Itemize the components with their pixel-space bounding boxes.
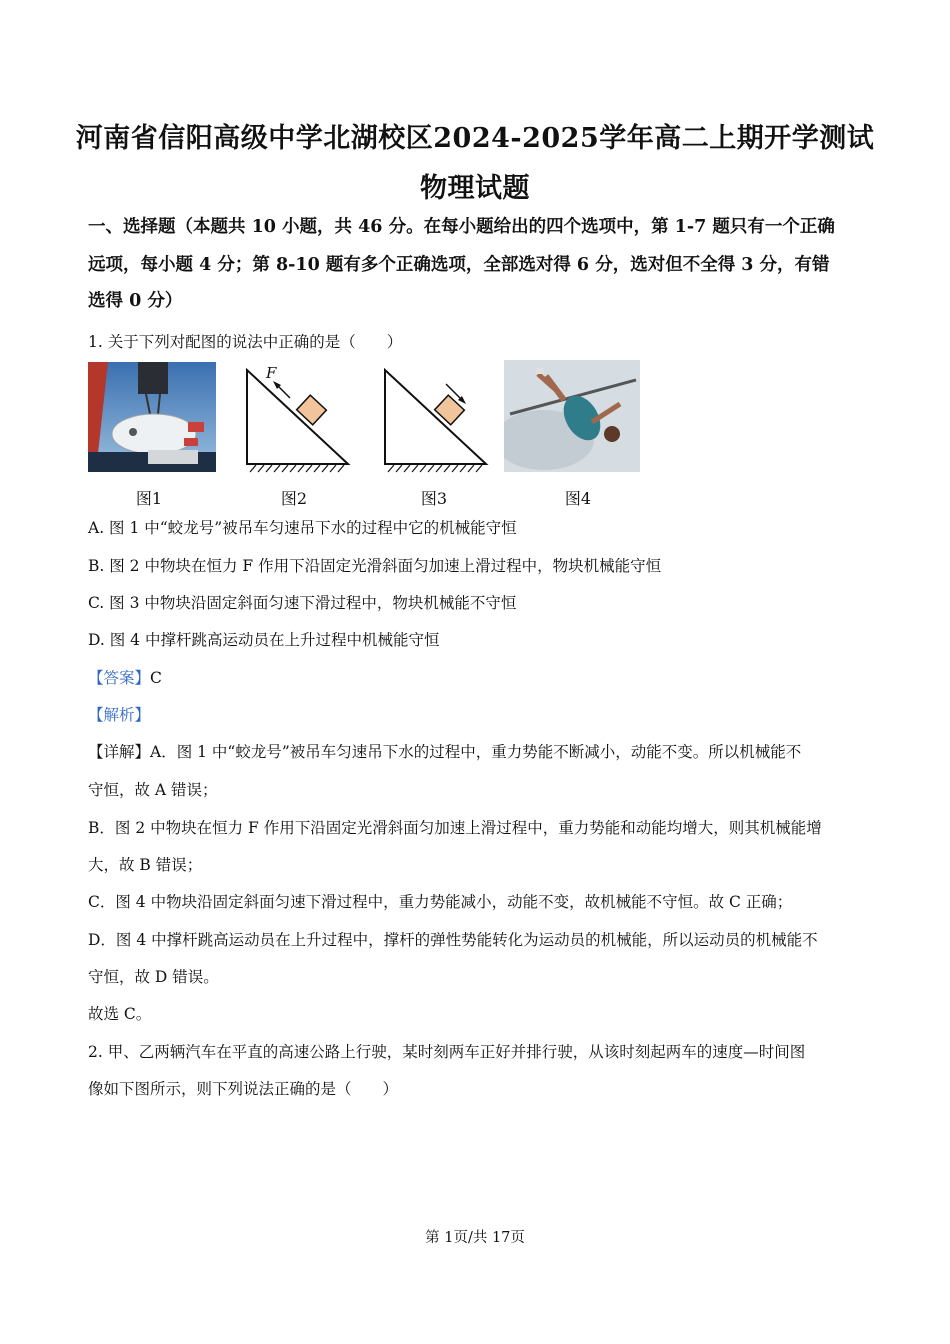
analysis-tag: 【解析】 bbox=[88, 706, 151, 724]
detail-line-3: B．图 2 中物块在恒力 F 作用下沿固定光滑斜面匀加速上滑过程中，重力势能和动能均增大，则其机械能增 bbox=[88, 819, 822, 837]
pole-vault-photo bbox=[504, 360, 640, 472]
answer-value: C bbox=[150, 669, 162, 687]
detail-tag: 【详解】 bbox=[88, 743, 151, 761]
section-heading-line1: 一、选择题（本题共 10 小题，共 46 分。在每小题给出的四个选项中，第 1-7 题只有一个正确 bbox=[88, 217, 835, 237]
detail-line-5: C．图 4 中物块沿固定斜面匀速下滑过程中，重力势能减小，动能不变，故机械能不守恒。故 C 正确； bbox=[88, 893, 793, 911]
option-b: B. 图 2 中物块在恒力 F 作用下沿固定光滑斜面匀加速上滑过程中，物块机械能守恒 bbox=[88, 557, 662, 575]
question-2-line-1: 2. 甲、乙两辆汽车在平直的高速公路上行驶，某时刻两车正好并排行驶，从该时刻起两车的速度—时间图 bbox=[88, 1043, 806, 1061]
page-title: 河南省信阳高级中学北湖校区2024-2025学年高二上期开学测试 bbox=[75, 123, 875, 154]
detail-line-1 bbox=[88, 740, 801, 762]
detail-text-1: A．图 1 中“蛟龙号”被吊车匀速吊下水的过程中，重力势能不断减小，动能不变。所以机械能不 bbox=[150, 743, 802, 761]
detail-line-8: 故选 C。 bbox=[88, 1005, 152, 1023]
figure-4-caption: 图4 bbox=[564, 489, 592, 508]
figure-1-caption: 图1 bbox=[135, 489, 163, 508]
page-footer: 第 1页/共 17页 bbox=[425, 1230, 525, 1246]
question-2-line-2: 像如下图所示，则下列说法正确的是（ ） bbox=[88, 1080, 399, 1098]
option-c: C. 图 3 中物块沿固定斜面匀速下滑过程中，物块机械能不守恒 bbox=[88, 594, 517, 612]
detail-line-4: 大，故 B 错误； bbox=[88, 856, 203, 874]
force-label: F bbox=[266, 364, 277, 382]
section-heading-line2: 远项，每小题 4 分；第 8-10 题有多个正确选项，全部选对得 6 分，选对但不全得 3 分，有错 bbox=[88, 255, 830, 275]
detail-line-6: D．图 4 中撑杆跳高运动员在上升过程中，撑杆的弹性势能转化为运动员的机械能，所以运动员的机械能不 bbox=[88, 931, 818, 949]
page-subtitle: 物理试题 bbox=[420, 173, 530, 204]
incline-force-diagram bbox=[240, 362, 355, 474]
detail-line-7: 守恒，故 D 错误。 bbox=[88, 968, 219, 986]
answer-line bbox=[88, 666, 162, 688]
incline-sliding-diagram bbox=[378, 362, 493, 474]
option-d: D. 图 4 中撑杆跳高运动员在上升过程中机械能守恒 bbox=[88, 631, 440, 649]
section-heading-line3: 选得 0 分） bbox=[88, 291, 183, 311]
question-1-stem: 1. 关于下列对配图的说法中正确的是（ ） bbox=[88, 333, 403, 351]
figure-2-caption: 图2 bbox=[280, 489, 308, 508]
option-a: A. 图 1 中“蛟龙号”被吊车匀速吊下水的过程中它的机械能守恒 bbox=[88, 519, 517, 537]
figure-3-caption: 图3 bbox=[420, 489, 448, 508]
answer-tag: 【答案】 bbox=[88, 669, 151, 687]
submersible-photo bbox=[88, 362, 216, 472]
detail-line-2: 守恒，故 A 错误； bbox=[88, 781, 218, 799]
